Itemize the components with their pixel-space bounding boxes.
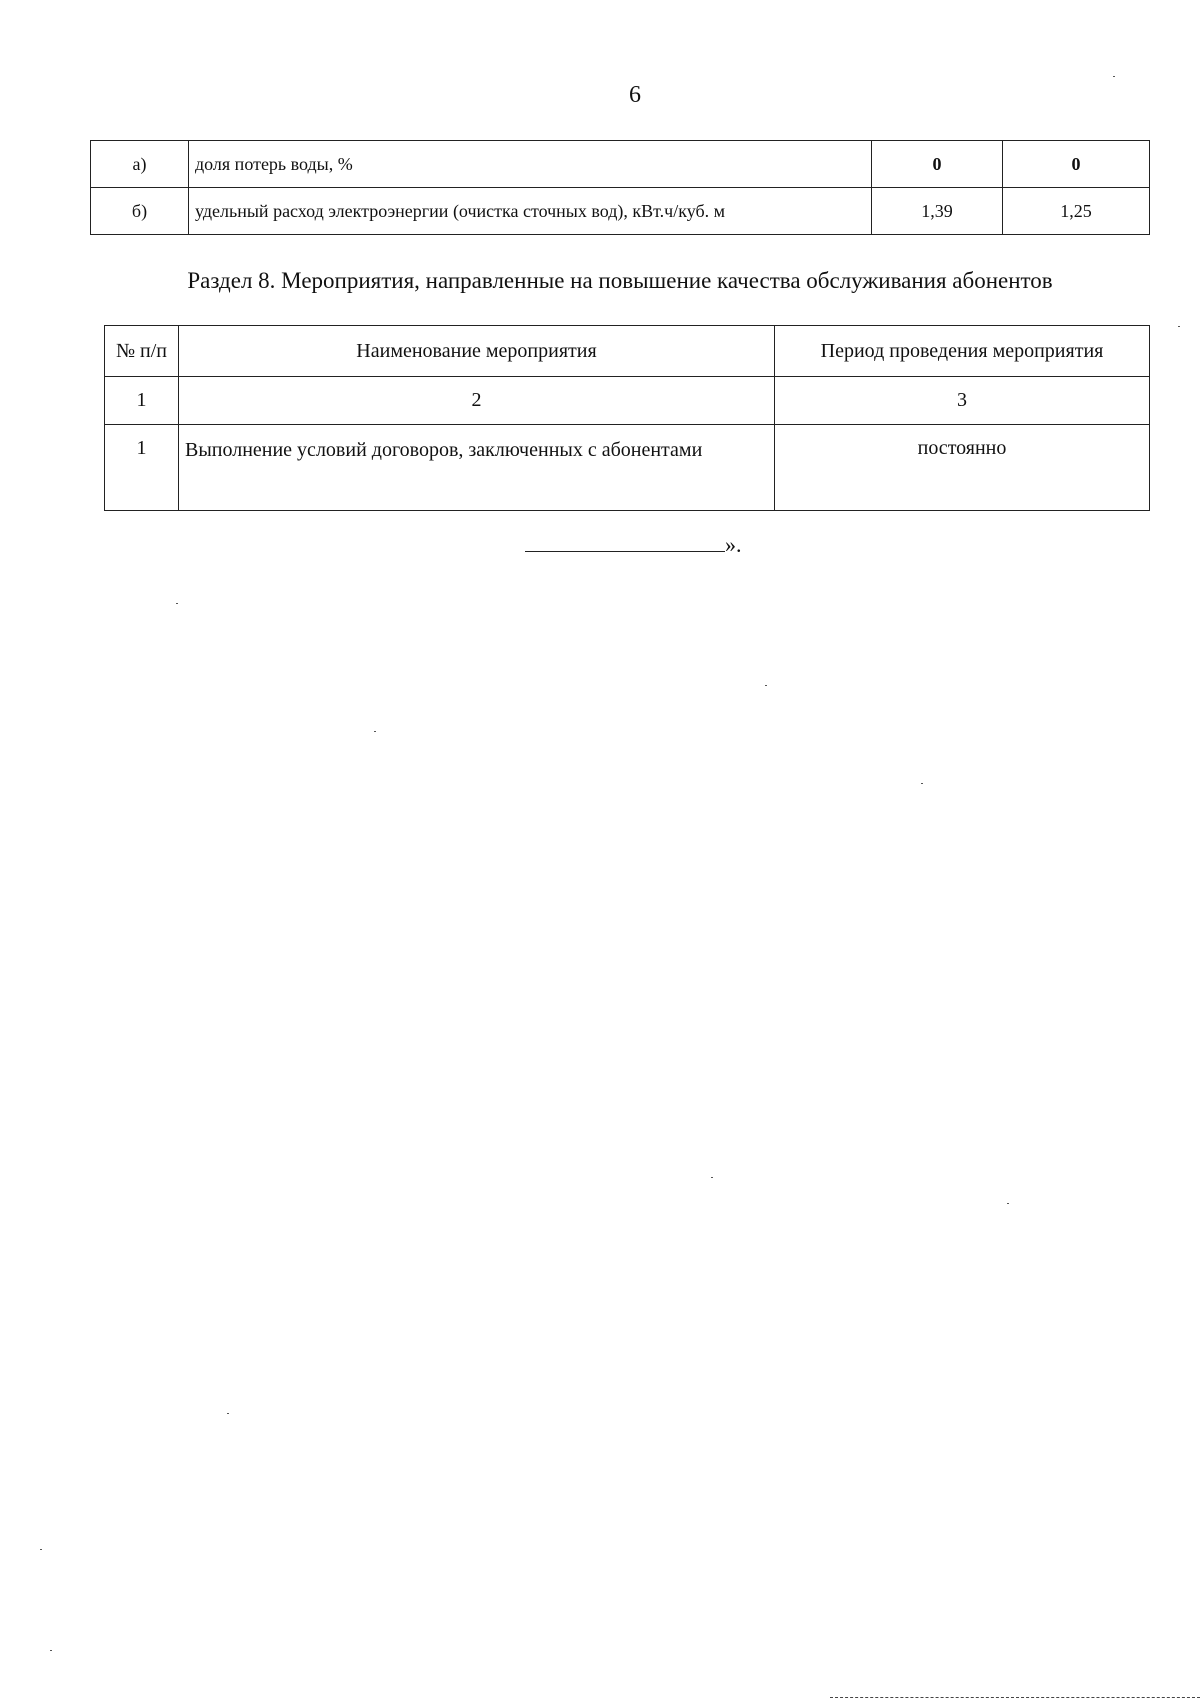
scan-speck: [711, 1177, 713, 1178]
signature-blank: [525, 533, 725, 552]
page-number: 6: [629, 82, 641, 108]
column-header-period: Период проведения мероприятия: [775, 326, 1150, 377]
scan-speck: [1007, 1203, 1009, 1204]
measures-table: [104, 325, 1150, 511]
indicators-table: [90, 140, 1150, 235]
measure-number: 1: [105, 425, 179, 511]
measure-title: Выполнение условий договоров, заключенных с абонентами: [179, 425, 775, 511]
indicator-value-1: 1,39: [872, 188, 1003, 235]
table-row: [91, 141, 1150, 188]
indicator-value-2: 0: [1003, 141, 1150, 188]
indicator-value-1: 0: [872, 141, 1003, 188]
measure-period: постоянно: [775, 425, 1150, 511]
closing-line: [525, 532, 742, 558]
header-row: [105, 326, 1150, 377]
column-number: 3: [775, 377, 1150, 425]
scan-speck: [765, 685, 767, 686]
table-row: [105, 425, 1150, 511]
scan-speck: [176, 603, 178, 604]
indicator-name: доля потерь воды, %: [189, 141, 872, 188]
indicator-value-2: 1,25: [1003, 188, 1150, 235]
scan-speck: [1178, 326, 1180, 327]
scan-speck: [921, 783, 923, 784]
row-letter: б): [91, 188, 189, 235]
column-number: 2: [179, 377, 775, 425]
scan-speck: [1113, 76, 1115, 77]
scan-edge-line: [830, 1697, 1200, 1698]
scan-speck: [40, 1549, 42, 1550]
row-letter: а): [91, 141, 189, 188]
column-header-number: № п/п: [105, 326, 179, 377]
scan-speck: [50, 1650, 52, 1651]
column-header-title: Наименование мероприятия: [179, 326, 775, 377]
column-numbers-row: [105, 377, 1150, 425]
table-row: [91, 188, 1150, 235]
scan-speck: [374, 731, 376, 732]
scan-speck: [227, 1413, 229, 1414]
closing-quote: ».: [725, 532, 742, 557]
section-heading: Раздел 8. Мероприятия, направленные на повышение качества обслуживания абонентов: [187, 268, 1053, 293]
column-number: 1: [105, 377, 179, 425]
indicator-name: удельный расход электроэнергии (очистка сточных вод), кВт.ч/куб. м: [189, 188, 872, 235]
